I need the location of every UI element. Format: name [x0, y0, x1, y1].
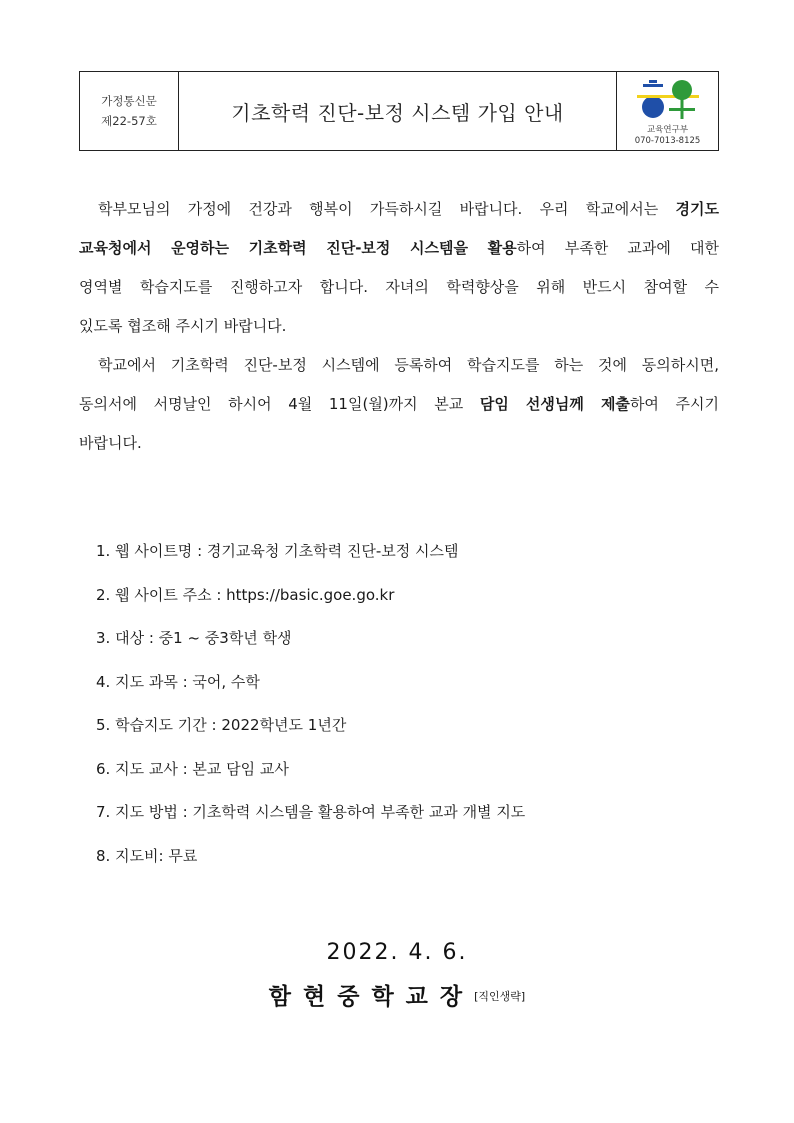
school-logo-icon [637, 77, 699, 123]
phone-number: 070-7013-8125 [634, 136, 701, 146]
doc-type: 가정통신문 [101, 94, 157, 108]
body-text: 하여 주시기 [629, 395, 720, 413]
emphasis-text: 교육청에서 운영하는 기초학력 진단-보정 시스템을 활용 [79, 239, 517, 257]
list-item: 8. 지도비: 무료 [96, 846, 198, 865]
doc-title-cell [179, 72, 616, 150]
list-item: 7. 지도 방법 : 기초학력 시스템을 활용하여 부족한 교과 개별 지도 [96, 803, 526, 821]
signature-line [0, 978, 794, 1011]
body-line: 학교에서 기초학력 진단-보정 시스템에 등록하여 학습지도를 하는 것에 동의하시면, [98, 356, 719, 374]
school-logo-cell [616, 72, 718, 150]
department-label: 교육연구부 [646, 125, 689, 135]
letter-body [79, 190, 719, 463]
emphasis-text: 경기도 [675, 200, 719, 218]
list-item: 2. 웹 사이트 주소 : https://basic.goe.go.kr [96, 585, 395, 604]
body-text: 학부모님의 가정에 건강과 행복이 가득하시길 바랍니다. 우리 학교에서는 [98, 200, 676, 218]
seal-note: [직인생략] [474, 990, 526, 1003]
page-title: 기초학력 진단-보정 시스템 가입 안내 [231, 100, 564, 125]
principal-name: 함현중학교장 [268, 984, 475, 1010]
list-item: 4. 지도 과목 : 국어, 수학 [96, 672, 260, 691]
list-item: 6. 지도 교사 : 본교 담임 교사 [96, 759, 289, 778]
body-line: 바랍니다. [79, 434, 142, 452]
emphasis-text: 담임 선생님께 제출 [479, 395, 630, 413]
paragraph-1 [79, 190, 719, 229]
doc-number: 제22-57호 [101, 114, 157, 128]
list-item: 3. 대상 : 중1 ~ 중3학년 학생 [96, 629, 292, 647]
header-table [79, 71, 719, 151]
issue-date: 2022. 4. 6. [326, 940, 468, 965]
paragraph-2 [79, 346, 719, 385]
body-line [79, 385, 719, 424]
body-line: 영역별 학습지도를 진행하고자 합니다. 자녀의 학력향상을 위해 반드시 참여할 수 [79, 278, 719, 296]
body-line: 있도록 협조해 주시기 바랍니다. [79, 317, 287, 335]
doc-info-cell [80, 72, 179, 150]
list-item: 1. 웹 사이트명 : 경기교육청 기초학력 진단-보정 시스템 [96, 542, 459, 560]
body-line [79, 229, 719, 268]
body-text: 동의서에 서명날인 하시어 4월 11일(월)까지 본교 [79, 395, 480, 413]
list-item: 5. 학습지도 기간 : 2022학년도 1년간 [96, 716, 347, 734]
body-line [79, 190, 719, 229]
body-text: 하여 부족한 교과에 대한 [516, 239, 719, 257]
info-list [96, 530, 716, 878]
